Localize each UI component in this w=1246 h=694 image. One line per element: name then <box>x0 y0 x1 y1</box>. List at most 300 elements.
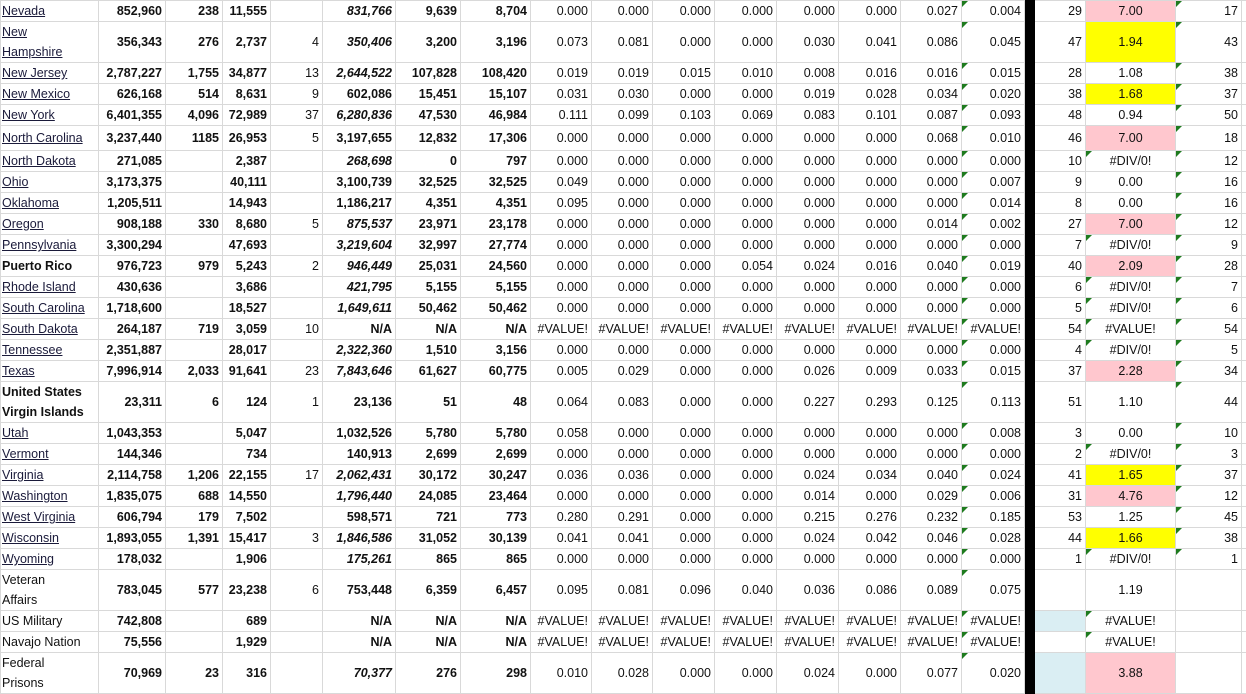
value-cell[interactable]: 32,525 <box>461 172 531 193</box>
value-cell[interactable]: 47,693 <box>223 235 271 256</box>
rank-cell[interactable]: 8 <box>1035 193 1086 214</box>
state-link[interactable]: Pennsylvania <box>2 235 76 255</box>
ratio-cell[interactable]: 0.000 <box>653 423 715 444</box>
ratio-cell[interactable]: 0.000 <box>777 298 839 319</box>
empty-cell[interactable] <box>1242 549 1246 570</box>
value-cell[interactable]: 37 <box>271 105 323 126</box>
value-cell[interactable]: 72,989 <box>223 105 271 126</box>
ratio-cell[interactable]: 0.000 <box>901 193 962 214</box>
ratio-cell[interactable]: #VALUE! <box>962 611 1025 632</box>
value-cell[interactable] <box>166 444 223 465</box>
ratio-cell[interactable]: 0.000 <box>653 528 715 549</box>
empty-cell[interactable] <box>1242 172 1246 193</box>
score-cell[interactable]: 1.65 <box>1086 465 1176 486</box>
row-label-cell[interactable] <box>1 151 99 172</box>
value-cell[interactable]: 946,449 <box>323 256 396 277</box>
ratio-cell[interactable]: 0.000 <box>715 172 777 193</box>
ratio-cell[interactable]: 0.000 <box>715 340 777 361</box>
value-cell[interactable]: 2,351,887 <box>99 340 166 361</box>
value-cell[interactable]: 7,996,914 <box>99 361 166 382</box>
value-cell[interactable]: 4,351 <box>461 193 531 214</box>
ratio-cell[interactable]: 0.000 <box>777 214 839 235</box>
empty-cell[interactable] <box>1242 193 1246 214</box>
value-cell[interactable]: 2,033 <box>166 361 223 382</box>
rank-cell[interactable]: 7 <box>1035 235 1086 256</box>
ratio-cell[interactable]: 0.034 <box>839 465 901 486</box>
rank-cell[interactable]: 28 <box>1035 63 1086 84</box>
score-cell[interactable]: 1.94 <box>1086 22 1176 63</box>
rank2-cell[interactable]: 43 <box>1176 22 1242 63</box>
ratio-cell[interactable]: 0.042 <box>839 528 901 549</box>
value-cell[interactable]: 50,462 <box>396 298 461 319</box>
value-cell[interactable]: 34,877 <box>223 63 271 84</box>
row-label-cell[interactable] <box>1 105 99 126</box>
value-cell[interactable]: 179 <box>166 507 223 528</box>
value-cell[interactable]: 0 <box>396 151 461 172</box>
score-cell[interactable]: 0.94 <box>1086 105 1176 126</box>
ratio-cell[interactable]: 0.000 <box>653 340 715 361</box>
value-cell[interactable]: 5,780 <box>396 423 461 444</box>
state-link[interactable]: North Carolina <box>2 128 83 148</box>
value-cell[interactable] <box>271 549 323 570</box>
ratio-cell[interactable]: 0.000 <box>962 277 1025 298</box>
value-cell[interactable]: 734 <box>223 444 271 465</box>
value-cell[interactable] <box>271 298 323 319</box>
rank2-cell[interactable]: 10 <box>1176 423 1242 444</box>
ratio-cell[interactable]: 0.000 <box>715 361 777 382</box>
value-cell[interactable]: 753,448 <box>323 570 396 611</box>
ratio-cell[interactable]: 0.000 <box>653 256 715 277</box>
ratio-cell[interactable]: 0.000 <box>839 486 901 507</box>
empty-cell[interactable] <box>1242 126 1246 151</box>
row-label-cell[interactable] <box>1 423 99 444</box>
value-cell[interactable]: 10 <box>271 319 323 340</box>
value-cell[interactable]: 5,155 <box>461 277 531 298</box>
rank-cell[interactable]: 29 <box>1035 1 1086 22</box>
ratio-cell[interactable]: 0.081 <box>592 22 653 63</box>
value-cell[interactable]: 598,571 <box>323 507 396 528</box>
rank2-cell[interactable]: 37 <box>1176 465 1242 486</box>
score-cell[interactable]: 7.00 <box>1086 214 1176 235</box>
value-cell[interactable]: 1,649,611 <box>323 298 396 319</box>
ratio-cell[interactable]: 0.000 <box>715 465 777 486</box>
ratio-cell[interactable]: 0.000 <box>592 444 653 465</box>
rank-cell[interactable]: 53 <box>1035 507 1086 528</box>
ratio-cell[interactable]: 0.000 <box>653 465 715 486</box>
value-cell[interactable]: 24,560 <box>461 256 531 277</box>
value-cell[interactable]: 356,343 <box>99 22 166 63</box>
empty-cell[interactable] <box>1242 340 1246 361</box>
value-cell[interactable]: 1,391 <box>166 528 223 549</box>
ratio-cell[interactable]: #VALUE! <box>839 632 901 653</box>
rank2-cell[interactable]: 16 <box>1176 172 1242 193</box>
value-cell[interactable]: 75,556 <box>99 632 166 653</box>
row-label-cell[interactable] <box>1 382 99 423</box>
ratio-cell[interactable]: 0.041 <box>839 22 901 63</box>
value-cell[interactable]: 1,032,526 <box>323 423 396 444</box>
rank-cell[interactable]: 3 <box>1035 423 1086 444</box>
rank-cell[interactable]: 2 <box>1035 444 1086 465</box>
row-label-cell[interactable] <box>1 507 99 528</box>
ratio-cell[interactable]: 0.000 <box>777 193 839 214</box>
value-cell[interactable] <box>166 172 223 193</box>
ratio-cell[interactable]: 0.019 <box>531 63 592 84</box>
state-link[interactable]: Ohio <box>2 172 28 192</box>
ratio-cell[interactable]: 0.000 <box>715 444 777 465</box>
empty-cell[interactable] <box>1242 382 1246 423</box>
ratio-cell[interactable]: 0.000 <box>592 172 653 193</box>
ratio-cell[interactable]: #VALUE! <box>777 611 839 632</box>
value-cell[interactable]: 60,775 <box>461 361 531 382</box>
state-link[interactable]: New Mexico <box>2 84 70 104</box>
empty-cell[interactable] <box>1242 105 1246 126</box>
ratio-cell[interactable]: #VALUE! <box>592 611 653 632</box>
value-cell[interactable]: 6,457 <box>461 570 531 611</box>
ratio-cell[interactable]: 0.000 <box>592 214 653 235</box>
ratio-cell[interactable]: 0.000 <box>653 84 715 105</box>
ratio-cell[interactable]: 0.069 <box>715 105 777 126</box>
ratio-cell[interactable]: 0.000 <box>715 507 777 528</box>
ratio-cell[interactable]: 0.020 <box>962 84 1025 105</box>
value-cell[interactable]: 23,238 <box>223 570 271 611</box>
row-label-cell[interactable] <box>1 319 99 340</box>
value-cell[interactable]: 976,723 <box>99 256 166 277</box>
value-cell[interactable]: 23,464 <box>461 486 531 507</box>
rank2-cell[interactable]: 16 <box>1176 193 1242 214</box>
ratio-cell[interactable]: 0.049 <box>531 172 592 193</box>
row-label-cell[interactable] <box>1 444 99 465</box>
value-cell[interactable]: 719 <box>166 319 223 340</box>
value-cell[interactable] <box>271 423 323 444</box>
row-label-cell[interactable] <box>1 1 99 22</box>
ratio-cell[interactable]: 0.000 <box>839 193 901 214</box>
ratio-cell[interactable]: #VALUE! <box>962 319 1025 340</box>
value-cell[interactable]: 688 <box>166 486 223 507</box>
row-label-cell[interactable] <box>1 63 99 84</box>
rank2-cell[interactable]: 12 <box>1176 151 1242 172</box>
ratio-cell[interactable]: 0.028 <box>839 84 901 105</box>
ratio-cell[interactable]: 0.000 <box>531 340 592 361</box>
ratio-cell[interactable]: 0.073 <box>531 22 592 63</box>
value-cell[interactable]: N/A <box>461 632 531 653</box>
value-cell[interactable]: 908,188 <box>99 214 166 235</box>
ratio-cell[interactable]: 0.000 <box>653 1 715 22</box>
empty-cell[interactable] <box>1242 444 1246 465</box>
value-cell[interactable]: 1,796,440 <box>323 486 396 507</box>
rank-cell[interactable]: 6 <box>1035 277 1086 298</box>
ratio-cell[interactable]: 0.015 <box>962 63 1025 84</box>
ratio-cell[interactable]: #VALUE! <box>839 319 901 340</box>
value-cell[interactable]: 2,787,227 <box>99 63 166 84</box>
value-cell[interactable]: 742,808 <box>99 611 166 632</box>
ratio-cell[interactable]: 0.000 <box>715 214 777 235</box>
value-cell[interactable]: N/A <box>323 632 396 653</box>
ratio-cell[interactable]: #VALUE! <box>715 632 777 653</box>
value-cell[interactable]: 9,639 <box>396 1 461 22</box>
value-cell[interactable]: 5,155 <box>396 277 461 298</box>
ratio-cell[interactable]: #VALUE! <box>715 611 777 632</box>
empty-cell[interactable] <box>1242 632 1246 653</box>
ratio-cell[interactable]: 0.000 <box>901 235 962 256</box>
ratio-cell[interactable]: 0.000 <box>715 528 777 549</box>
ratio-cell[interactable]: 0.000 <box>531 444 592 465</box>
value-cell[interactable]: 3 <box>271 528 323 549</box>
value-cell[interactable]: 689 <box>223 611 271 632</box>
ratio-cell[interactable]: 0.024 <box>777 653 839 694</box>
ratio-cell[interactable]: 0.024 <box>777 465 839 486</box>
row-label-cell[interactable] <box>1 361 99 382</box>
ratio-cell[interactable]: #VALUE! <box>653 319 715 340</box>
ratio-cell[interactable]: 0.291 <box>592 507 653 528</box>
value-cell[interactable]: 4,351 <box>396 193 461 214</box>
ratio-cell[interactable]: 0.000 <box>901 444 962 465</box>
value-cell[interactable]: 91,641 <box>223 361 271 382</box>
ratio-cell[interactable]: #VALUE! <box>839 611 901 632</box>
ratio-cell[interactable]: 0.000 <box>839 151 901 172</box>
row-label-cell[interactable] <box>1 193 99 214</box>
rank-cell[interactable]: 46 <box>1035 126 1086 151</box>
ratio-cell[interactable]: 0.000 <box>715 653 777 694</box>
score-cell[interactable]: 1.66 <box>1086 528 1176 549</box>
value-cell[interactable]: 1,205,511 <box>99 193 166 214</box>
empty-cell[interactable] <box>1242 465 1246 486</box>
rank-cell[interactable]: 1 <box>1035 549 1086 570</box>
empty-cell[interactable] <box>1242 277 1246 298</box>
value-cell[interactable]: 8,704 <box>461 1 531 22</box>
state-link[interactable]: New Hampshire <box>2 22 72 62</box>
value-cell[interactable]: 3,219,604 <box>323 235 396 256</box>
ratio-cell[interactable]: 0.040 <box>901 465 962 486</box>
row-label-cell[interactable] <box>1 632 99 653</box>
ratio-cell[interactable]: 0.008 <box>777 63 839 84</box>
state-link[interactable]: Oklahoma <box>2 193 59 213</box>
rank2-cell[interactable]: 12 <box>1176 214 1242 235</box>
empty-cell[interactable] <box>1242 22 1246 63</box>
ratio-cell[interactable]: 0.005 <box>531 361 592 382</box>
rank-cell[interactable]: 48 <box>1035 105 1086 126</box>
ratio-cell[interactable]: 0.000 <box>715 22 777 63</box>
ratio-cell[interactable]: 0.045 <box>962 22 1025 63</box>
value-cell[interactable]: 6 <box>271 570 323 611</box>
ratio-cell[interactable]: 0.000 <box>962 340 1025 361</box>
value-cell[interactable]: 430,636 <box>99 277 166 298</box>
empty-cell[interactable] <box>1242 319 1246 340</box>
value-cell[interactable]: 1,846,586 <box>323 528 396 549</box>
score-cell[interactable]: 3.88 <box>1086 653 1176 694</box>
ratio-cell[interactable]: #VALUE! <box>531 319 592 340</box>
value-cell[interactable]: 15,107 <box>461 84 531 105</box>
value-cell[interactable]: 298 <box>461 653 531 694</box>
value-cell[interactable]: 14,550 <box>223 486 271 507</box>
value-cell[interactable]: 12,832 <box>396 126 461 151</box>
value-cell[interactable] <box>271 611 323 632</box>
score-cell[interactable]: 1.68 <box>1086 84 1176 105</box>
state-link[interactable]: Tennessee <box>2 340 62 360</box>
value-cell[interactable]: 1,929 <box>223 632 271 653</box>
row-label-cell[interactable] <box>1 653 99 694</box>
value-cell[interactable]: 5,243 <box>223 256 271 277</box>
ratio-cell[interactable]: 0.000 <box>592 298 653 319</box>
ratio-cell[interactable]: 0.086 <box>901 22 962 63</box>
ratio-cell[interactable]: 0.000 <box>531 256 592 277</box>
ratio-cell[interactable]: 0.020 <box>962 653 1025 694</box>
value-cell[interactable]: 852,960 <box>99 1 166 22</box>
ratio-cell[interactable]: 0.000 <box>962 235 1025 256</box>
value-cell[interactable]: 3,173,375 <box>99 172 166 193</box>
ratio-cell[interactable]: 0.000 <box>901 423 962 444</box>
ratio-cell[interactable]: 0.000 <box>901 549 962 570</box>
ratio-cell[interactable]: 0.000 <box>777 277 839 298</box>
ratio-cell[interactable]: 0.000 <box>592 235 653 256</box>
ratio-cell[interactable]: 0.000 <box>531 277 592 298</box>
value-cell[interactable]: 30,247 <box>461 465 531 486</box>
empty-cell[interactable] <box>1242 151 1246 172</box>
ratio-cell[interactable]: 0.000 <box>839 277 901 298</box>
score-cell[interactable]: 1.10 <box>1086 382 1176 423</box>
value-cell[interactable]: 140,913 <box>323 444 396 465</box>
value-cell[interactable] <box>166 423 223 444</box>
value-cell[interactable]: 271,085 <box>99 151 166 172</box>
state-link[interactable]: Rhode Island <box>2 277 76 297</box>
ratio-cell[interactable]: 0.081 <box>592 570 653 611</box>
rank2-cell[interactable] <box>1176 570 1242 611</box>
score-cell[interactable]: #VALUE! <box>1086 319 1176 340</box>
value-cell[interactable]: 2,322,360 <box>323 340 396 361</box>
state-link[interactable]: Texas <box>2 361 35 381</box>
ratio-cell[interactable]: 0.185 <box>962 507 1025 528</box>
value-cell[interactable]: 11,555 <box>223 1 271 22</box>
value-cell[interactable]: 25,031 <box>396 256 461 277</box>
ratio-cell[interactable]: 0.000 <box>653 193 715 214</box>
value-cell[interactable] <box>166 340 223 361</box>
ratio-cell[interactable]: 0.000 <box>839 444 901 465</box>
rank-cell[interactable]: 9 <box>1035 172 1086 193</box>
ratio-cell[interactable]: 0.000 <box>839 172 901 193</box>
row-label-cell[interactable] <box>1 465 99 486</box>
ratio-cell[interactable]: 0.000 <box>531 1 592 22</box>
value-cell[interactable] <box>271 486 323 507</box>
ratio-cell[interactable]: 0.083 <box>777 105 839 126</box>
ratio-cell[interactable]: 0.000 <box>839 126 901 151</box>
rank2-cell[interactable]: 44 <box>1176 382 1242 423</box>
value-cell[interactable]: 70,377 <box>323 653 396 694</box>
ratio-cell[interactable]: 0.000 <box>962 151 1025 172</box>
ratio-cell[interactable]: #VALUE! <box>715 319 777 340</box>
value-cell[interactable] <box>271 172 323 193</box>
state-link[interactable]: Washington <box>2 486 68 506</box>
value-cell[interactable]: 144,346 <box>99 444 166 465</box>
ratio-cell[interactable]: 0.000 <box>777 549 839 570</box>
ratio-cell[interactable]: 0.000 <box>592 423 653 444</box>
value-cell[interactable]: 32,997 <box>396 235 461 256</box>
value-cell[interactable]: 23,971 <box>396 214 461 235</box>
ratio-cell[interactable]: 0.113 <box>962 382 1025 423</box>
value-cell[interactable]: 1185 <box>166 126 223 151</box>
ratio-cell[interactable]: 0.125 <box>901 382 962 423</box>
ratio-cell[interactable]: 0.227 <box>777 382 839 423</box>
score-cell[interactable]: #VALUE! <box>1086 632 1176 653</box>
ratio-cell[interactable]: 0.064 <box>531 382 592 423</box>
rank2-cell[interactable]: 50 <box>1176 105 1242 126</box>
ratio-cell[interactable]: 0.068 <box>901 126 962 151</box>
row-label-cell[interactable] <box>1 298 99 319</box>
value-cell[interactable]: 1,510 <box>396 340 461 361</box>
ratio-cell[interactable]: 0.041 <box>592 528 653 549</box>
ratio-cell[interactable]: 0.000 <box>531 151 592 172</box>
ratio-cell[interactable]: 0.000 <box>901 151 962 172</box>
ratio-cell[interactable]: 0.087 <box>901 105 962 126</box>
empty-cell[interactable] <box>1242 1 1246 22</box>
ratio-cell[interactable]: 0.006 <box>962 486 1025 507</box>
rank2-cell[interactable]: 1 <box>1176 549 1242 570</box>
rank-cell[interactable]: 38 <box>1035 84 1086 105</box>
ratio-cell[interactable]: 0.000 <box>777 151 839 172</box>
ratio-cell[interactable]: 0.036 <box>592 465 653 486</box>
ratio-cell[interactable]: 0.030 <box>592 84 653 105</box>
ratio-cell[interactable]: 0.009 <box>839 361 901 382</box>
value-cell[interactable] <box>166 151 223 172</box>
value-cell[interactable]: 797 <box>461 151 531 172</box>
rank2-cell[interactable]: 3 <box>1176 444 1242 465</box>
rank-cell[interactable]: 51 <box>1035 382 1086 423</box>
ratio-cell[interactable]: 0.000 <box>653 653 715 694</box>
value-cell[interactable]: 6,401,355 <box>99 105 166 126</box>
value-cell[interactable]: 7,843,646 <box>323 361 396 382</box>
ratio-cell[interactable]: 0.024 <box>962 465 1025 486</box>
value-cell[interactable]: 46,984 <box>461 105 531 126</box>
value-cell[interactable]: 4 <box>271 22 323 63</box>
value-cell[interactable]: 1,893,055 <box>99 528 166 549</box>
ratio-cell[interactable]: 0.095 <box>531 570 592 611</box>
empty-cell[interactable] <box>1242 507 1246 528</box>
rank2-cell[interactable]: 7 <box>1176 277 1242 298</box>
ratio-cell[interactable]: 0.000 <box>715 193 777 214</box>
score-cell[interactable]: #DIV/0! <box>1086 277 1176 298</box>
value-cell[interactable]: 6 <box>166 382 223 423</box>
ratio-cell[interactable]: 0.000 <box>901 172 962 193</box>
value-cell[interactable] <box>271 444 323 465</box>
ratio-cell[interactable]: 0.000 <box>777 423 839 444</box>
rank-cell[interactable]: 5 <box>1035 298 1086 319</box>
value-cell[interactable]: 108,420 <box>461 63 531 84</box>
value-cell[interactable]: 238 <box>166 1 223 22</box>
row-label-cell[interactable] <box>1 22 99 63</box>
ratio-cell[interactable]: #VALUE! <box>962 632 1025 653</box>
ratio-cell[interactable]: 0.000 <box>901 340 962 361</box>
score-cell[interactable]: 0.00 <box>1086 423 1176 444</box>
value-cell[interactable] <box>166 549 223 570</box>
state-link[interactable]: Wisconsin <box>2 528 59 548</box>
ratio-cell[interactable]: 0.099 <box>592 105 653 126</box>
value-cell[interactable]: 23,178 <box>461 214 531 235</box>
score-cell[interactable]: #DIV/0! <box>1086 340 1176 361</box>
value-cell[interactable]: 4,096 <box>166 105 223 126</box>
value-cell[interactable]: 23 <box>271 361 323 382</box>
ratio-cell[interactable]: 0.040 <box>715 570 777 611</box>
row-label-cell[interactable] <box>1 570 99 611</box>
ratio-cell[interactable]: 0.000 <box>653 22 715 63</box>
rank2-cell[interactable]: 9 <box>1176 235 1242 256</box>
score-cell[interactable]: 7.00 <box>1086 1 1176 22</box>
state-link[interactable]: New Jersey <box>2 63 67 83</box>
ratio-cell[interactable]: 0.004 <box>962 1 1025 22</box>
ratio-cell[interactable]: 0.000 <box>653 444 715 465</box>
value-cell[interactable]: 7,502 <box>223 507 271 528</box>
ratio-cell[interactable]: #VALUE! <box>592 632 653 653</box>
ratio-cell[interactable]: 0.000 <box>715 277 777 298</box>
value-cell[interactable]: 3,200 <box>396 22 461 63</box>
ratio-cell[interactable]: 0.030 <box>777 22 839 63</box>
